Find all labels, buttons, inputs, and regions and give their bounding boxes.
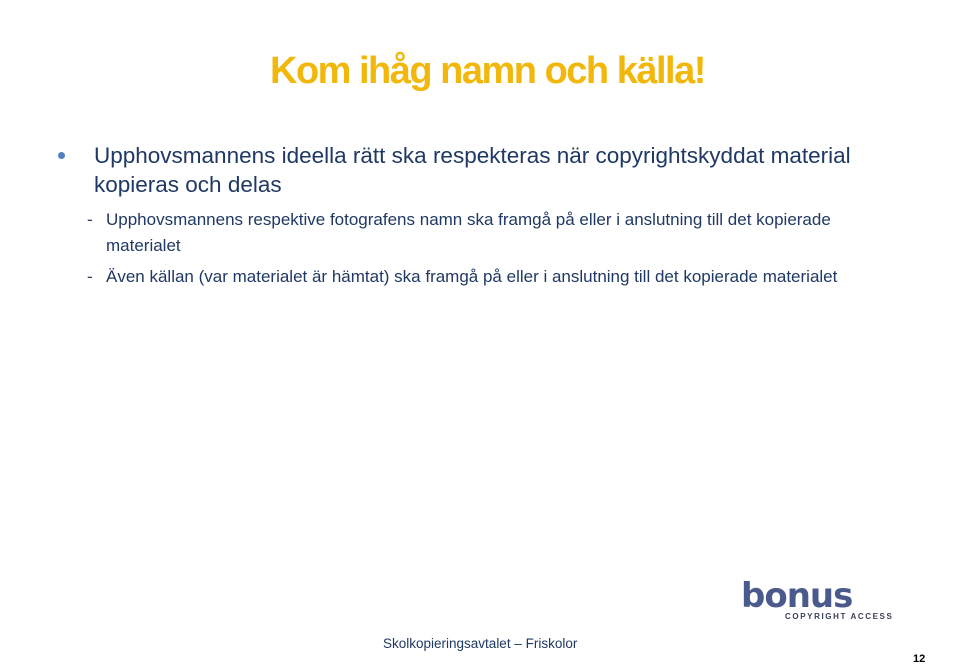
bullet-text: Upphovsmannens ideella rätt ska respekteras när copyrightskyddat material kopieras och delas bbox=[94, 143, 851, 197]
sub-item bbox=[87, 207, 877, 259]
slide-title: Kom ihåg namn och källa! bbox=[270, 50, 705, 92]
bullet-item bbox=[58, 141, 858, 199]
sub-item-text: Upphovsmannens respektive fotografens namn ska framgå på eller i anslutning till det kopierade materialet bbox=[106, 210, 831, 255]
dash-marker: - bbox=[87, 210, 93, 229]
bonus-logo bbox=[741, 576, 894, 626]
bullet-dot-icon bbox=[58, 152, 65, 159]
footer-text: Skolkopieringsavtalet – Friskolor bbox=[383, 636, 578, 651]
dash-marker: - bbox=[87, 267, 93, 286]
logo-word: bonus bbox=[741, 576, 853, 616]
page-number: 12 bbox=[913, 653, 926, 665]
logo-tagline: COPYRIGHT ACCESS bbox=[785, 612, 894, 621]
sub-item bbox=[87, 264, 877, 290]
sub-item-text: Även källan (var materialet är hämtat) ska framgå på eller i anslutning till det kopierade materialet bbox=[106, 267, 838, 286]
